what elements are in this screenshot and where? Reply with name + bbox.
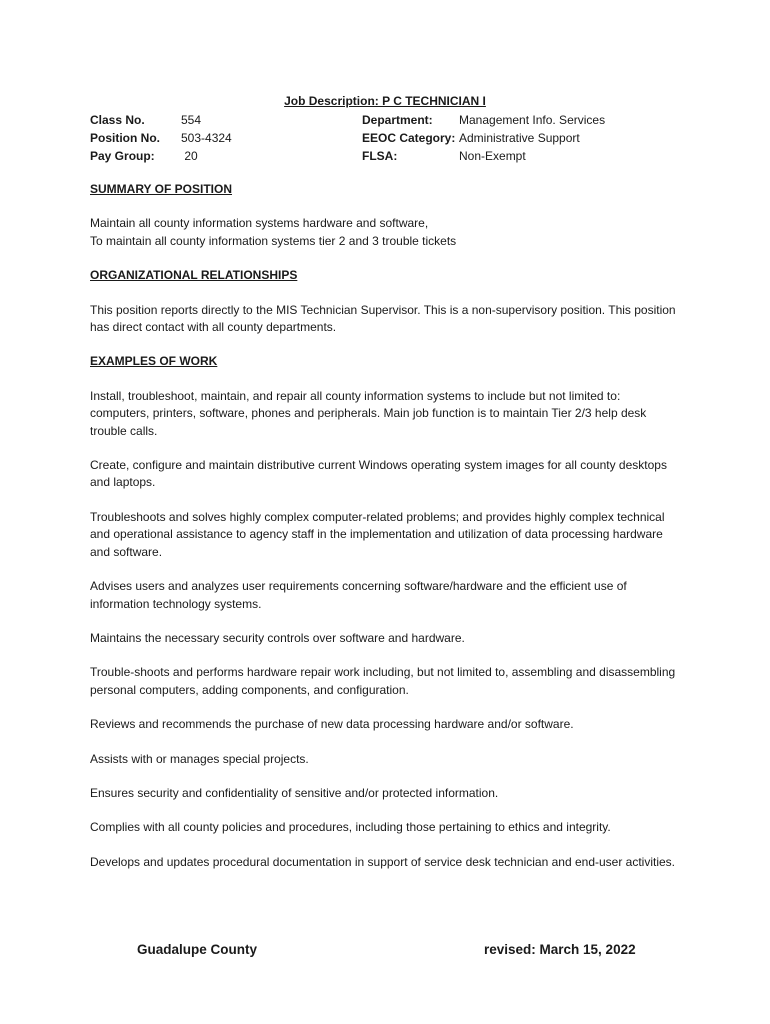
class-no-row — [90, 111, 232, 129]
example-item: Create, configure and maintain distributive current Windows operating system images for all county desktops and laptops. — [90, 458, 667, 490]
org-text: This position reports directly to the MIS Technician Supervisor. This is a non-supervisory position. This position has direct contact with all county departments. — [90, 302, 676, 335]
org-heading: ORGANIZATIONAL RELATIONSHIPS — [90, 268, 298, 283]
title-text: Job Description: P C TECHNICIAN I — [284, 94, 486, 108]
summary-text — [90, 215, 682, 250]
meta-right — [362, 111, 605, 165]
example-item: Trouble-shoots and performs hardware repair work including, but not limited to, assembling and disassembling personal computers, adding components, and configuration. — [90, 665, 676, 697]
department-label: Department: — [362, 113, 433, 127]
example-item: Develops and updates procedural documentation in support of service desk technician and end-user activities. — [90, 854, 676, 869]
example-item: Maintains the necessary security controls over software and hardware. — [90, 630, 465, 645]
summary-heading: SUMMARY OF POSITION — [90, 182, 233, 196]
summary-line-1: Maintain all county information systems hardware and software, — [90, 216, 429, 231]
eeoc-value: Administrative Support — [459, 131, 580, 145]
example-item: Reviews and recommends the purchase of new data processing hardware and/or software. — [90, 717, 574, 732]
flsa-label: FLSA: — [362, 149, 398, 163]
flsa-value: Non-Exempt — [459, 149, 526, 163]
examples-heading: EXAMPLES OF WORK — [90, 354, 218, 369]
footer-revised-date: revised: March 15, 2022 — [484, 942, 636, 957]
pay-group-row — [90, 147, 232, 165]
position-no-label: Position No. — [90, 131, 160, 145]
page-title — [0, 94, 770, 108]
example-item: Install, troubleshoot, maintain, and repair all county information systems to include but not limited to: computers, printers, software, phones and peripherals. Main job function is to maintain Tier 2/3 help desk trouble calls. — [90, 388, 647, 438]
class-no-value: 554 — [181, 113, 202, 127]
example-item: Assists with or manages special projects. — [90, 751, 309, 766]
footer-county: Guadalupe County — [137, 942, 258, 957]
department-value: Management Info. Services — [459, 113, 606, 127]
example-item: Ensures security and confidentiality of sensitive and/or protected information. — [90, 785, 499, 800]
position-no-row — [90, 129, 232, 147]
department-row — [362, 111, 605, 129]
example-item: Advises users and analyzes user requirements concerning software/hardware and the efficient use of information technology systems. — [90, 579, 627, 611]
document-body — [90, 181, 682, 888]
flsa-row — [362, 147, 605, 165]
summary-line-2: To maintain all county information systems tier 2 and 3 trouble tickets — [90, 233, 457, 248]
eeoc-row — [362, 129, 605, 147]
meta-left — [90, 111, 232, 165]
example-item: Complies with all county policies and procedures, including those pertaining to ethics and integrity. — [90, 820, 611, 835]
example-item: Troubleshoots and solves highly complex computer-related problems; and provides highly complex technical and operational assistance to agency staff in the implementation and utilization of data processing hardware and software. — [90, 509, 665, 559]
position-no-value: 503-4324 — [181, 131, 232, 145]
class-no-label: Class No. — [90, 113, 145, 127]
eeoc-label: EEOC Category: — [362, 131, 456, 145]
pay-group-value: 20 — [181, 149, 198, 163]
pay-group-label: Pay Group: — [90, 149, 155, 163]
